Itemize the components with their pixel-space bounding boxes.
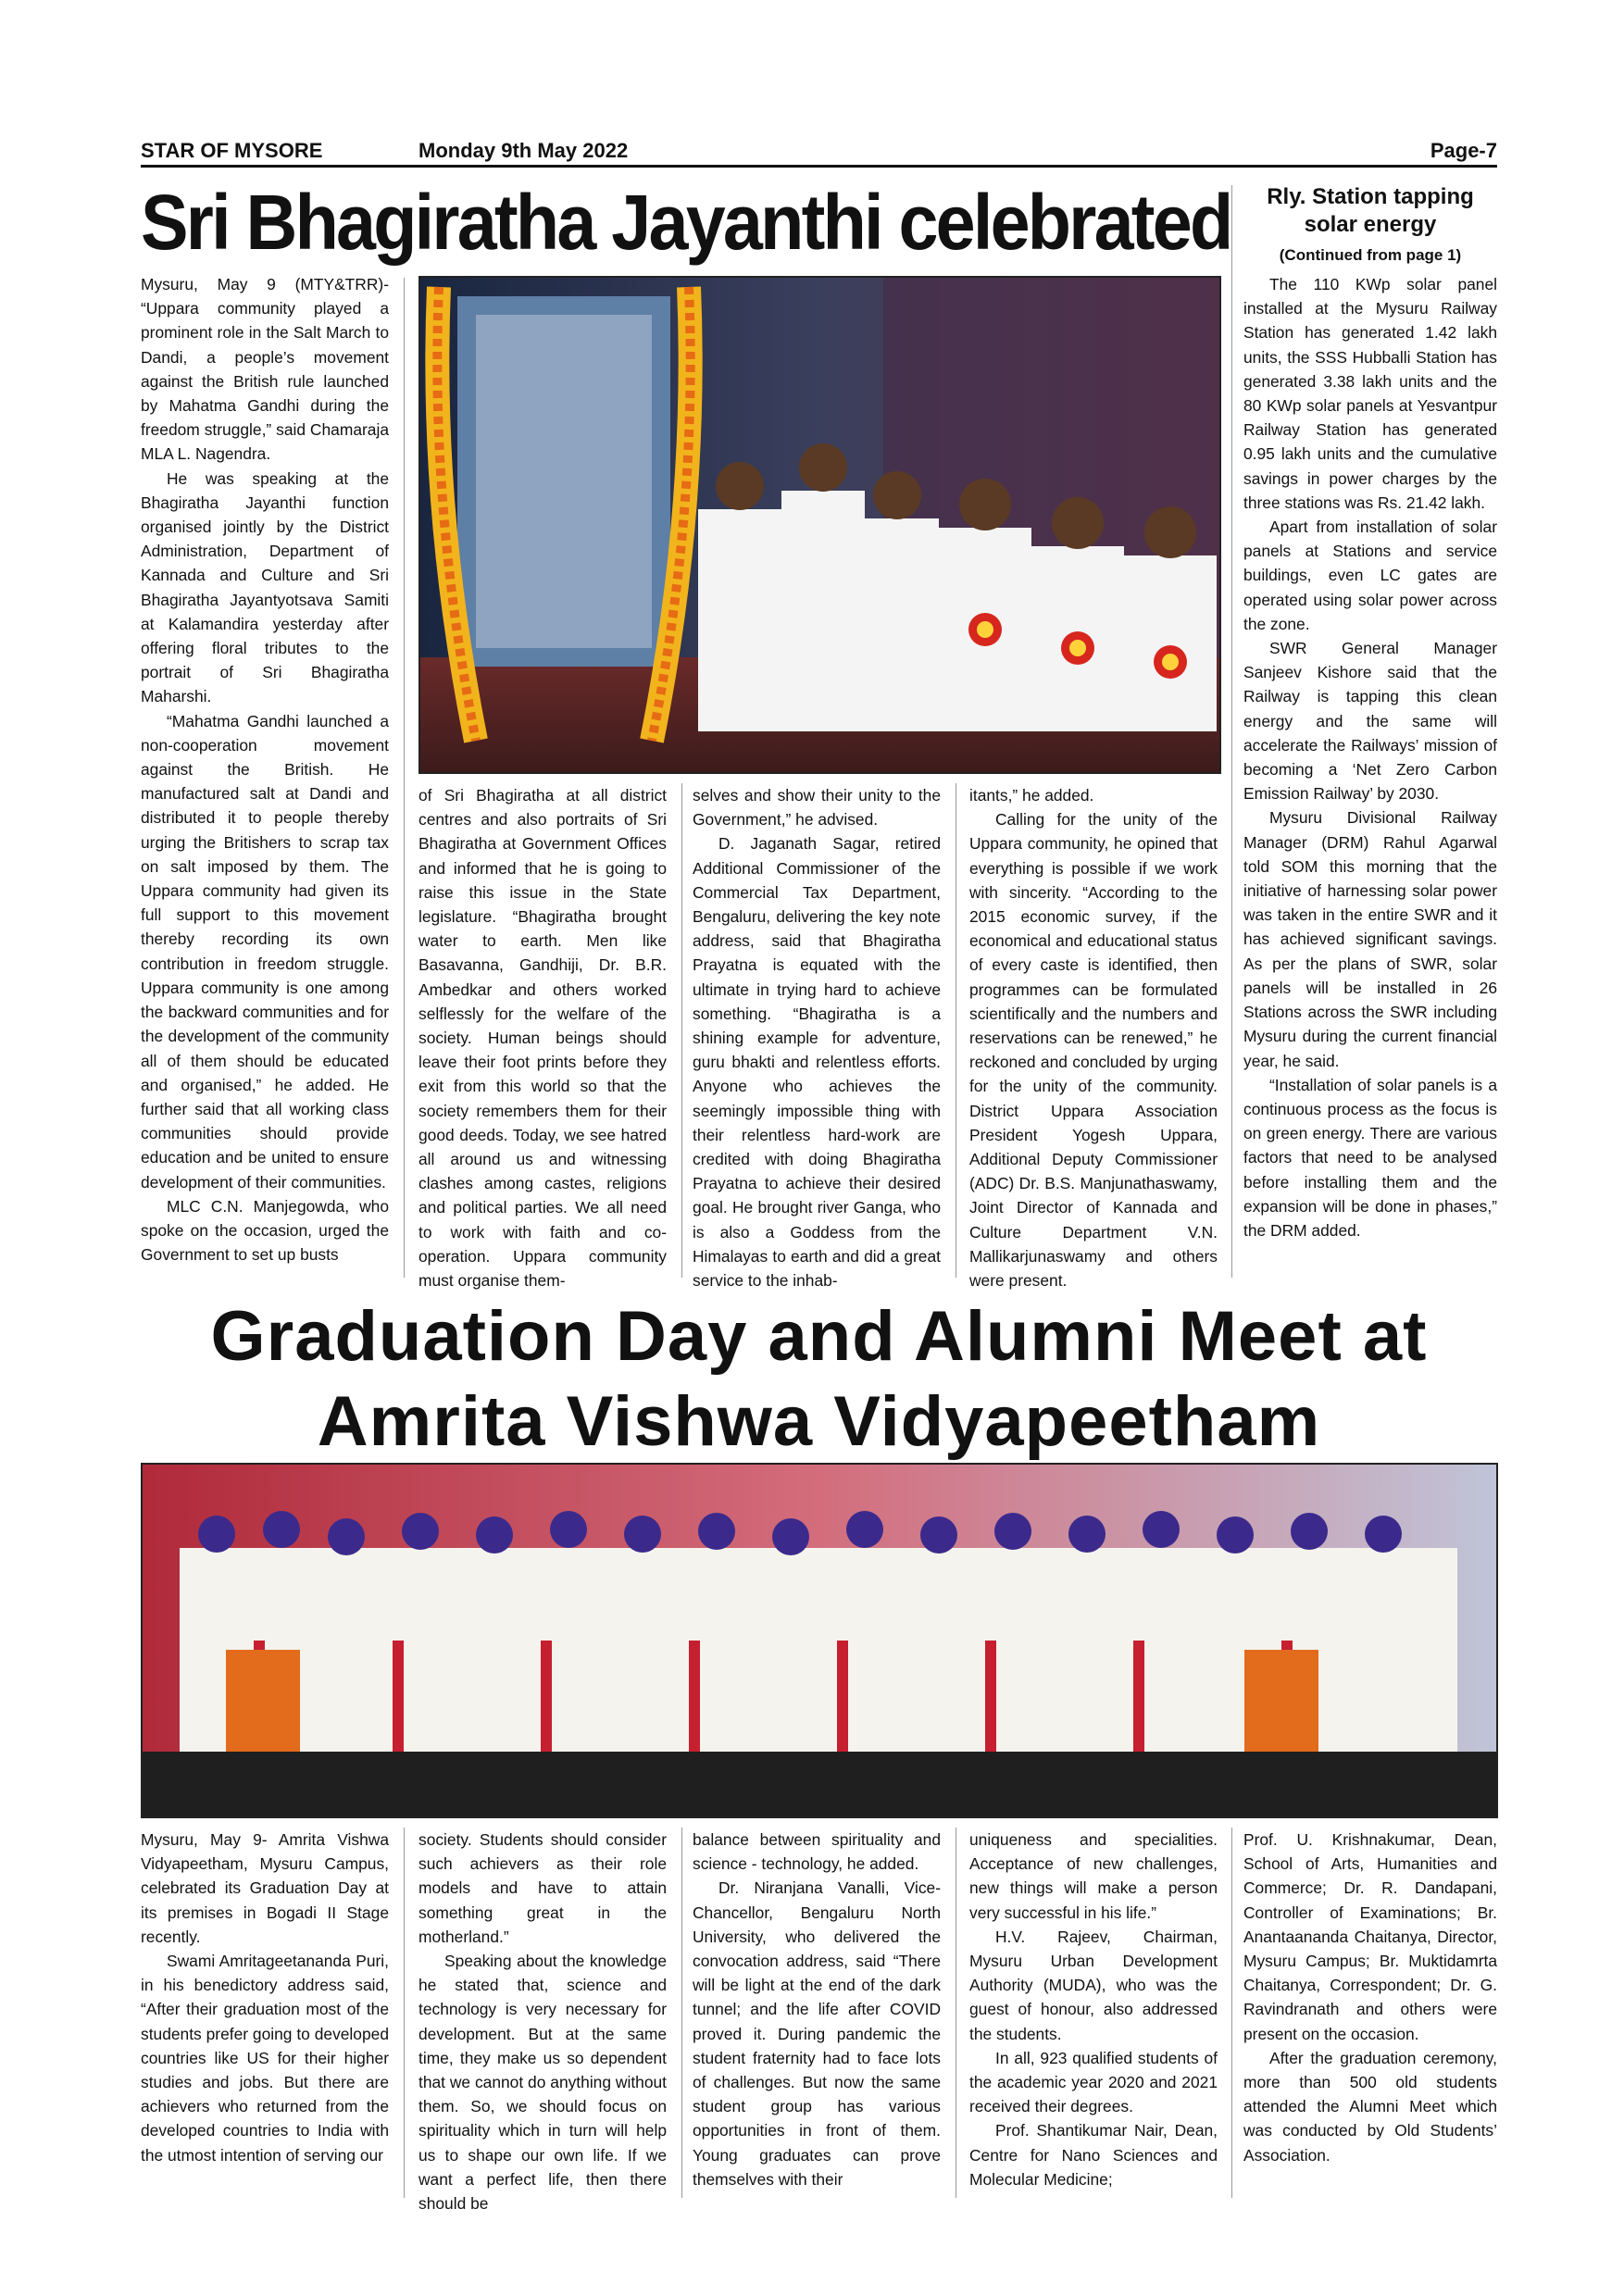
article2-col1-para: Swami Amritageetananda Puri, in his benedictory address said, “After their graduation most of the students prefer going to developed countries like US for their higher studies and jobs. But there are achievers who returned from the developed countries to India with the utmost intention of serving our bbox=[141, 1952, 389, 2165]
article1-column-4 bbox=[969, 783, 1218, 1292]
sidebar-column bbox=[1243, 272, 1497, 1242]
page-number: Page-7 bbox=[1430, 139, 1497, 162]
sidebar-para: Mysuru Divisional Railway Manager (DRM) Rahul Agarwal told SOM this morning that the initiative of harnessing solar power was taken in the entire SWR and it has achieved significant savings. As per the plans of SWR, solar panels will be installed in 26 Stations across the SWR including Mysuru during the current financial year, he said. bbox=[1243, 808, 1497, 1070]
article1-col4-para: itants,” he added. bbox=[969, 786, 1094, 805]
issue-date: Monday 9th May 2022 bbox=[418, 139, 629, 162]
sidebar-continued-note: (Continued from page 1) bbox=[1279, 246, 1462, 264]
article2-column-5 bbox=[1243, 1828, 1497, 2167]
newspaper-name: STAR OF MYSORE bbox=[141, 139, 323, 162]
ceremony-photo-icon bbox=[420, 278, 1219, 772]
sidebar-para: The 110 KWp solar panel installed at the Mysuru Railway Station has generated 1.42 lakh units, the SSS Hubballi Station has generated 3.38 lakh units and the 80 KWp solar panels at Yesvantpur Railway Station has generated 0.95 lakh units and the cumulative savings in power charges by the three stations was Rs. 21.42 lakh. bbox=[1243, 275, 1497, 512]
article2-photo bbox=[141, 1463, 1498, 1818]
article2-col5-para: After the graduation ceremony, more than 500 old students attended the Alumni Meet which was conducted by Old Students’ Association. bbox=[1243, 2048, 1497, 2165]
article2-column-2 bbox=[418, 1828, 667, 2215]
article2-col4-para: Prof. Shantikumar Nair, Dean, Centre for Nano Sciences and Molecular Medicine; bbox=[969, 2121, 1218, 2189]
sidebar-headline: Rly. Station tapping solar energy bbox=[1267, 184, 1474, 237]
article1-col2-para: of Sri Bhagiratha at all district centres and also portraits of Sri Bhagiratha at Government Offices and informed that he is going to raise this issue in the State legislature. “Bhagiratha brought water to earth. Men like Basavanna, Gandhiji, Dr. B.R. Ambedkar and others worked selflessly for the welfare of the society. Human beings should leave their foot prints before they exit from this world so that the society remembers them for their good deeds. Today, we see hatred all around us and witnessing clashes among castes, religions and political parties. We all need to work with faith and co-operation. Uppara community must organise them- bbox=[418, 786, 667, 1291]
article1-col3-para: selves and show their unity to the Government,” he advised. bbox=[693, 786, 941, 830]
article2-col2-para: society. Students should consider such achievers as their role models and have to attain something great in the motherland.” bbox=[418, 1830, 667, 1946]
article2-col5-para: Prof. U. Krishnakumar, Dean, School of Arts, Humanities and Commerce; Dr. R. Dandapani, Controller of Examinations; Br. Anantaananda Chaitanya, Director, Mysuru Campus; Br. Muktidamrta Chaitanya, Correspondent; Dr. G. Ravindranath and others were present on the occasion. bbox=[1243, 1830, 1497, 2043]
article2-column-3 bbox=[693, 1828, 941, 2191]
article1-col1-para: Mysuru, May 9 (MTY&TRR)- “Uppara community played a prominent role in the Salt March to Dandi, a people’s movement against the British rule launched by Mahatma Gandhi during the freedom struggle,” said Chamaraja MLA L. Nagendra. bbox=[141, 275, 389, 464]
article2-col3-para: Dr. Niranjana Vanalli, Vice-Chancellor, Bengaluru North University, who delivered the convocation address, said “There will be light at the end of the dark tunnel; and the life after COVID proved it. During pandemic the student fraternity had to face lots of challenges. But now the same student group has various opportunities in front of them. Young graduates can prove themselves with their bbox=[693, 1878, 941, 2189]
sidebar-para: SWR General Manager Sanjeev Kishore said that the Railway is tapping this clean energy and the same will accelerate the Railways’ mission of becoming a ‘Net Zero Carbon Emission Railway’ by 2030. bbox=[1243, 639, 1497, 804]
sidebar-para: Apart from installation of solar panels at Stations and service buildings, even LC gates are operated using solar power across the zone. bbox=[1243, 518, 1497, 633]
header-rule bbox=[141, 165, 1497, 168]
article2-col3-para: balance between spirituality and science - technology, he added. bbox=[693, 1830, 941, 1874]
article1-col4-para: Calling for the unity of the Uppara community, he opined that everything is possible if we work with sincerity. “According to the 2015 economic survey, if the economical and educational status of every caste is identified, then programmes can be formulated scientifically and the numbers and reservations can be renewed,” he reckoned and concluded by urging for the unity of the community. District Uppara Association President Yogesh Uppara, Additional Deputy Commissioner (ADC) Dr. B.S. Manjunathaswamy, Joint Director of Kannada and Culture Department V.N. Mallikarjunaswamy and others were present. bbox=[969, 810, 1218, 1291]
sidebar-para: “Installation of solar panels is a continuous process as the focus is on green energy. There are various factors that need to be analysed before installing them and the expansion will be done in phases,” the DRM added. bbox=[1243, 1075, 1497, 1240]
article2-col2-para: Speaking about the knowledge he stated that, science and technology is very necessary for development. But at the same time, they make us so dependent that we cannot do anything without them. So, we should focus on spirituality which in turn will help us to shape our own life. If we want a perfect life, then there should be bbox=[418, 1952, 667, 2214]
article1-col1-para: He was speaking at the Bhagiratha Jayanthi function organised jointly by the District Administration, Department of Kannada and Culture and Sri Bhagiratha Jayantyotsava Samiti at Kalamandira yesterday after offering floral tributes to the portrait of Sri Bhagiratha Maharshi. bbox=[141, 468, 389, 706]
article1-column-1 bbox=[141, 272, 389, 1267]
graduation-photo-icon bbox=[143, 1465, 1496, 1816]
article2-column-4 bbox=[969, 1828, 1218, 2191]
article2-col4-para: In all, 923 qualified students of the academic year 2020 and 2021 received their degrees. bbox=[969, 2048, 1218, 2116]
article1-col1-para: “Mahatma Gandhi launched a non-cooperation movement against the British. He manufactured salt at Dandi and distributed it to people thereby urging the Britishers to scrap tax on salt imposed by them. The Uppara community had given its full support to this movement thereby recording its own contribution in freedom struggle. Uppara community is one among the backward communities and for the development of the community all of them should be educated and organised,” he added. He further said that all working class communities should provide education and be united to ensure development of their communities. bbox=[141, 711, 389, 1192]
article2-headline-line2: Amrita Vishwa Vidyapeetham bbox=[317, 1382, 1321, 1461]
article1-column-3 bbox=[693, 783, 941, 1292]
article1-headline: Sri Bhagiratha Jayanthi celebrated bbox=[141, 179, 1231, 266]
article2-headline-line1: Graduation Day and Alumni Meet at bbox=[210, 1297, 1428, 1376]
article1-photo bbox=[418, 276, 1221, 774]
article1-column-2 bbox=[418, 783, 667, 1292]
article2-col4-para: uniqueness and specialities. Acceptance of new challenges, new things will make a person very successful in his life.” bbox=[969, 1830, 1218, 1922]
article2-column-1 bbox=[141, 1828, 389, 2167]
article1-col1-para: MLC C.N. Manjegowda, who spoke on the occasion, urged the Government to set up busts bbox=[141, 1196, 389, 1265]
article2-col4-para: H.V. Rajeev, Chairman, Mysuru Urban Development Authority (MUDA), who was the guest of honour, also addressed the students. bbox=[969, 1927, 1218, 2043]
article2-headline bbox=[141, 1294, 1497, 1465]
article1-col3-para: D. Jaganath Sagar, retired Additional Commissioner of the Commercial Tax Department, Bengaluru, delivering the key note address, said that Bhagiratha Prayatna is equated with the ultimate in trying hard to achieve something. “Bhagiratha is a shining example for adventure, guru bhakti and relentless efforts. Anyone who achieves the seemingly impossible thing with their relentless hard-work are credited with doing Bhagiratha Prayatna to achieve their desired goal. He brought river Ganga, who is also a Goddess from the Himalayas to earth and did a great service to the inhab- bbox=[693, 834, 941, 1291]
article2-col1-para: Mysuru, May 9- Amrita Vishwa Vidyapeetham, Mysuru Campus, celebrated its Graduation Day at its premises in Bogadi II Stage recently. bbox=[141, 1830, 389, 1946]
